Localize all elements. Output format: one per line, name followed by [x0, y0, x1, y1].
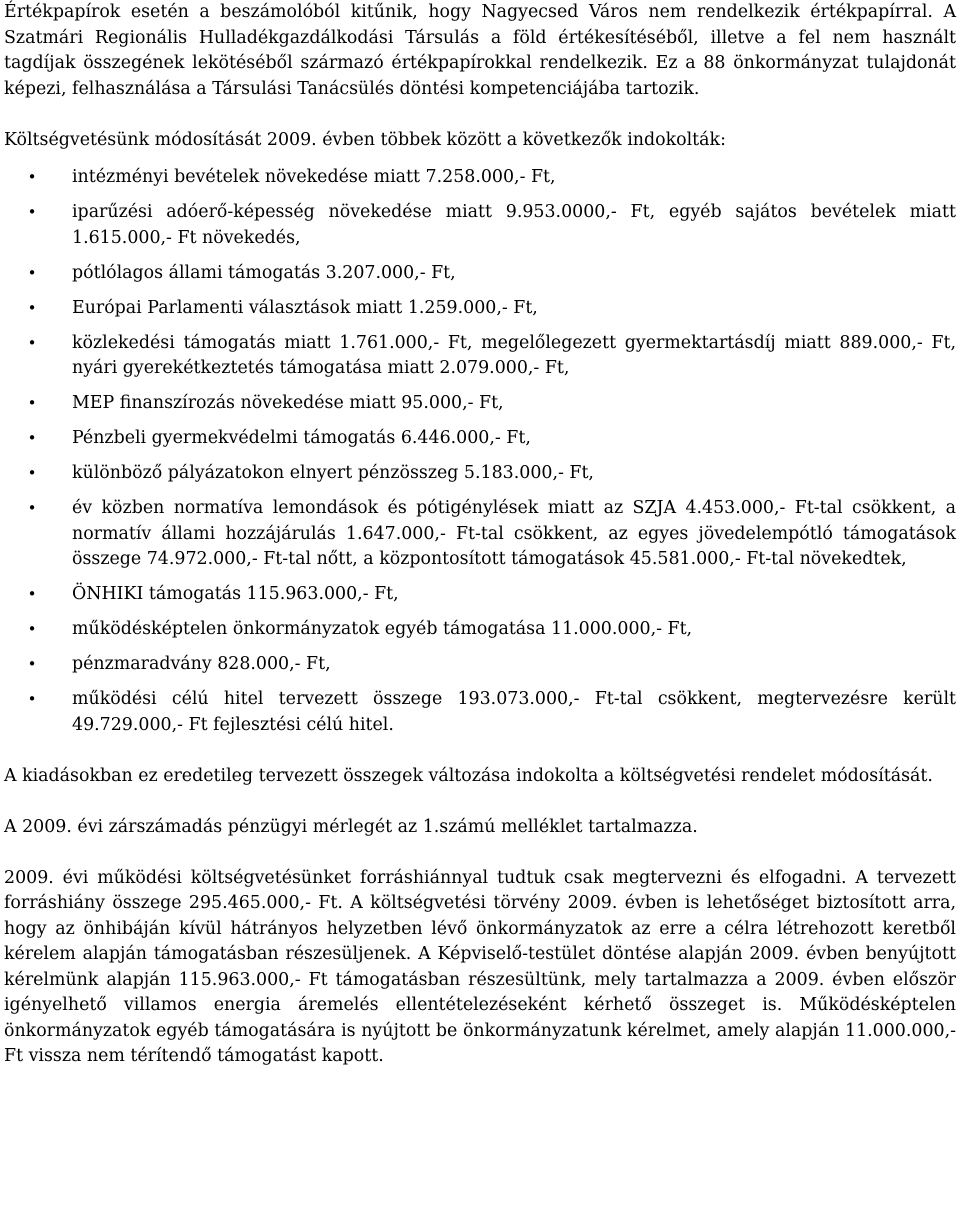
list-item-text: iparűzési adóerő-képesség növekedése miatt 9.953.0000,- Ft, egyéb sajátos bevételek miatt 1.615.000,- Ft növekedés, — [72, 202, 956, 248]
list-item-text: ÖNHIKI támogatás 115.963.000,- Ft, — [72, 584, 399, 604]
list-item — [4, 617, 956, 643]
bullet-icon: • — [27, 620, 37, 638]
bullet-icon: • — [27, 394, 37, 412]
bullet-icon: • — [27, 499, 37, 517]
bullet-icon: • — [27, 690, 37, 708]
list-item — [4, 582, 956, 608]
paragraph-balance-sheet: A 2009. évi zárszámadás pénzügyi mérlegét az 1.számú melléklet tartalmazza. — [4, 816, 698, 837]
list-item — [4, 496, 956, 573]
budget-reasons-list — [4, 165, 956, 738]
bullet-icon: • — [27, 298, 37, 317]
list-item — [4, 391, 956, 417]
list-item — [4, 652, 956, 678]
list-item-text: MEP finanszírozás növekedése miatt 95.000,- Ft, — [72, 393, 504, 413]
list-item-text: pénzmaradvány 828.000,- Ft, — [72, 654, 331, 674]
list-item-text: Európai Parlamenti választások miatt 1.259.000,- Ft, — [72, 297, 538, 318]
list-item — [4, 296, 956, 322]
list-item-text: Pénzbeli gyermekvédelmi támogatás 6.446.000,- Ft, — [72, 428, 531, 448]
bullet-icon: • — [27, 585, 37, 603]
list-item — [4, 426, 956, 452]
bullet-icon: • — [27, 263, 37, 282]
list-item — [4, 461, 956, 487]
list-item — [4, 687, 956, 738]
paragraph-securities: Értékpapírok esetén a beszámolóból kitűnik, hogy Nagyecsed Város nem rendelkezik értékpapírral. A Szatmári Regionális Hulladékgazdálkodási Társulás a föld értékesítéséből, illetve a fel nem használt tagdíjak összegének lekötéséből származó értékpapírokkal rendelkezik. Ez a 88 önkormányzat tulajdonát képezi, felhasználása a Társulási Tanácsülés döntési kompetenciájába tartozik. — [4, 2, 956, 99]
bullet-icon: • — [27, 655, 37, 673]
bullet-icon: • — [27, 168, 37, 186]
list-item-text: különböző pályázatokon elnyert pénzösszeg 5.183.000,- Ft, — [72, 463, 594, 483]
list-item-text: pótlólagos állami támogatás 3.207.000,- Ft, — [72, 262, 456, 283]
list-item-text: intézményi bevételek növekedése miatt 7.258.000,- Ft, — [72, 167, 556, 187]
bullet-icon: • — [27, 203, 37, 221]
bullet-icon: • — [27, 464, 37, 482]
list-item — [4, 331, 956, 382]
list-item-text: közlekedési támogatás miatt 1.761.000,- Ft, megelőlegezett gyermektartásdíj miatt 889.000,- Ft, nyári gyerekétkeztetés támogatása miatt 2.079.000,- Ft, — [72, 332, 956, 378]
list-item — [4, 261, 956, 287]
bullet-icon: • — [27, 429, 37, 447]
bullet-icon: • — [27, 333, 37, 352]
list-item-text: működési célú hitel tervezett összege 193.073.000,- Ft-tal csökkent, megtervezésre került 49.729.000,- Ft fejlesztési célú hitel. — [72, 689, 956, 735]
paragraph-operating-budget: 2009. évi működési költségvetésünket forráshiánnyal tudtuk csak megtervezni és elfogadni. A tervezett forráshiány összege 295.465.000,- Ft. A költségvetési törvény 2009. évben is lehetőséget biztosított arra, hogy az önhibáján kívül hátrányos helyzetben lévő önkormányzatok az erre a célra létrehozott keretből kérelem alapján támogatásban részesüljenek. A Képviselő-testület döntése alapján 2009. évben benyújtott kérelmünk alapján 115.963.000,- Ft támogatásban részesültünk, mely tartalmazza a 2009. évben először igényelhető villamos energia áremelés ellentételezéseként kérhető összeget is. Működésképtelen önkormányzatok egyéb támogatására is nyújtott be önkormányzatunk kérelmet, amely alapján 11.000.000,- Ft vissza nem térítendő támogatást kapott. — [4, 867, 956, 1066]
document-page — [4, 0, 956, 1070]
list-item — [4, 165, 956, 191]
list-item — [4, 200, 956, 251]
list-item-text: év közben normatíva lemondások és pótigénylések miatt az SZJA 4.453.000,- Ft-tal csökkent, a normatív állami hozzájárulás 1.647.000,- Ft-tal csökkent, az egyes jövedelempótló támogatások összege 74.972.000,- Ft-tal nőtt, a központosított támogatások 45.581.000,- Ft-tal növekedtek, — [72, 498, 956, 569]
list-item-text: működésképtelen önkormányzatok egyéb támogatása 11.000.000,- Ft, — [72, 619, 693, 639]
paragraph-expenditures: A kiadásokban ez eredetileg tervezett összegek változása indokolta a költségvetési rendelet módosítását. — [4, 765, 933, 786]
paragraph-budget-intro: Költségvetésünk módosítását 2009. évben többek között a következők indokolták: — [4, 129, 726, 150]
